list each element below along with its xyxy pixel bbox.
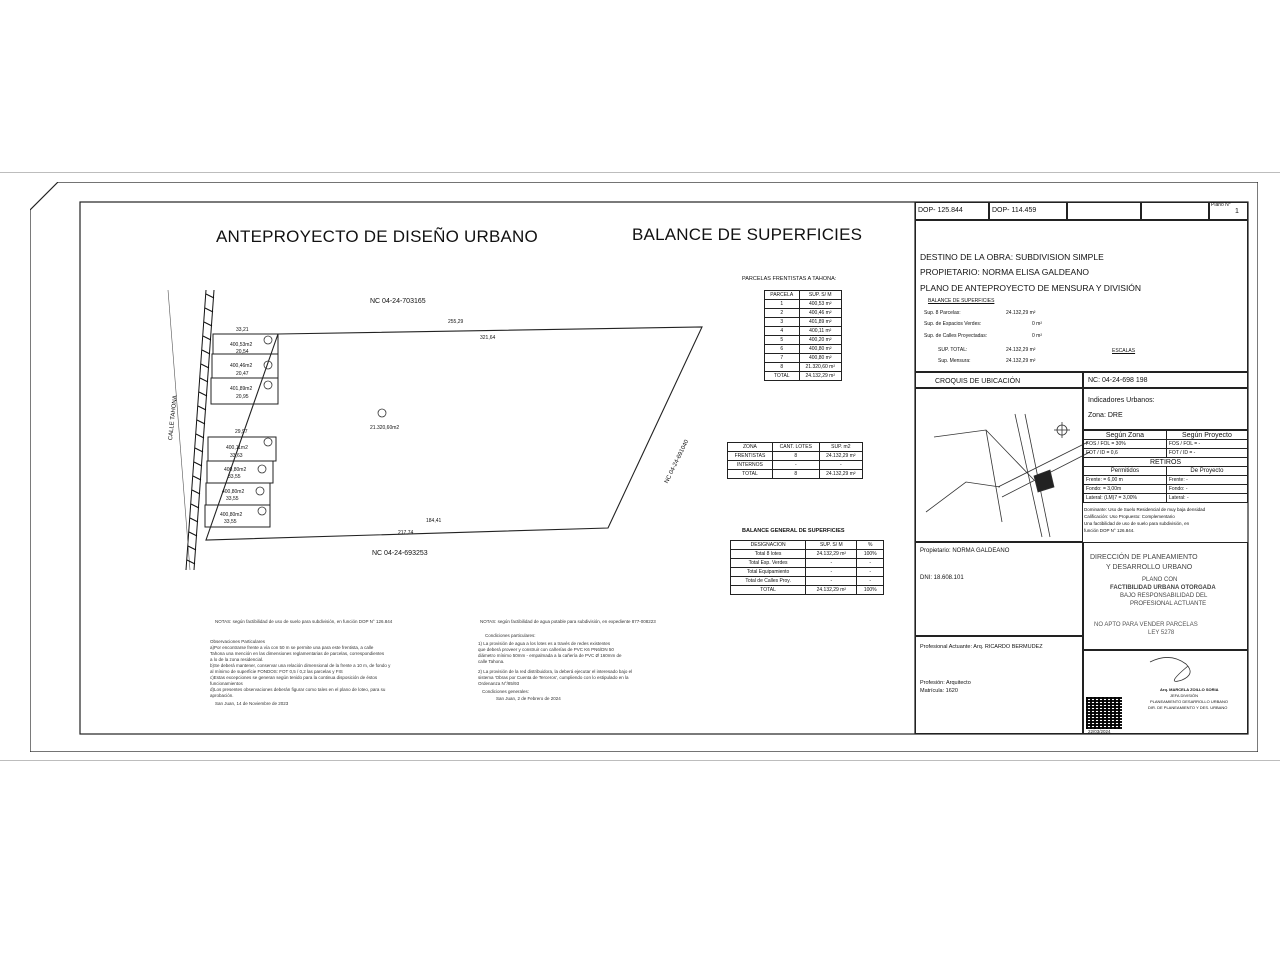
cell: -: [819, 461, 862, 470]
note-title: NOTAS: según factibilidad de uso de suelo para subdivisión, en función DOP N° 126.844: [215, 619, 393, 624]
cell: 401,89 m²: [799, 318, 842, 327]
cell: 24.132,29 m²: [819, 470, 862, 479]
main-title: ANTEPROYECTO DE DISEÑO URBANO: [216, 227, 538, 246]
cell: 6: [765, 345, 800, 354]
street-label: CALLE TAHONA: [168, 395, 179, 441]
bal-row-val: 0 m²: [1032, 321, 1042, 327]
parcelas-title: PARCELAS FRENTISTAS A TAHONA:: [742, 276, 837, 282]
note-line: d)Los presentes observaciones deberán figurar como tales en el plano de loteo, para su: [210, 687, 386, 692]
note-line: San Juan, 14 de Noviembre de 2023: [215, 701, 289, 706]
note-line: c)Estas excepciones se generan según tenido para la continua disposición de éstos: [210, 675, 378, 680]
note-line: Condiciones particulares:: [485, 633, 536, 638]
firma3: PLANEAMIENTO DESARROLLO URBANO: [1150, 699, 1228, 704]
cell: 100%: [857, 550, 884, 559]
fecha: 22/03/2024: [1088, 729, 1111, 734]
indicadores-table: [1083, 430, 1248, 503]
zona-desc: Dominante: Uso de Suelo Residencial de muy baja densidad: [1084, 507, 1206, 512]
lot-3-w: 20,95: [236, 394, 249, 400]
cell: Total Equipamiento: [731, 568, 806, 577]
note-line: Tahona una mención en las dimensiones reglamentarias de parcelas, correspondientes: [210, 651, 385, 656]
qr-code-icon: [1086, 697, 1122, 729]
col-header: Según Zona: [1084, 431, 1167, 440]
lot-7-w: 33,55: [224, 519, 237, 525]
cell: Total 8 lotes: [731, 550, 806, 559]
dim-l2: 29,97: [235, 429, 248, 435]
main-parcel-outline: [206, 327, 702, 540]
note-line: sistema 'Obras por Cuenta de Terceros', cumpliendo con lo estipulado en la: [478, 675, 629, 680]
ley: LEY 5278: [1148, 630, 1175, 636]
cell: 7: [765, 354, 800, 363]
balance-general-title: BALANCE GENERAL DE SUPERFICIES: [742, 528, 845, 534]
note-title: NOTAS: según factibilidad de agua potable para subdivisión, en expediente 877-008223: [480, 619, 656, 624]
col-header: Permitidos: [1084, 467, 1167, 476]
blank-cell-2: [1141, 202, 1209, 220]
note-line: 2) La provisión de la red distribuidora, la deberá ejecutar el interesado bajo el: [478, 669, 633, 674]
cell: FOS / FOL = -: [1166, 440, 1247, 449]
indicadores: Indicadores Urbanos:: [1088, 397, 1155, 404]
firma4: DIR. DE PLANEAMIENTO Y DES. URBANO: [1148, 705, 1228, 710]
lot-3-area: 401,89m2: [230, 386, 253, 392]
cell: Lateral: (LM)7 = 3,00%: [1084, 494, 1167, 503]
cell: 2: [765, 309, 800, 318]
propietario: PROPIETARIO: NORMA ELISA GALDEANO: [920, 267, 1089, 277]
nc: NC: 04-24-698 198: [1088, 377, 1148, 384]
cell: 400,20 m²: [799, 336, 842, 345]
street-right-label: NC 04-24-691040: [664, 439, 691, 485]
cell: INTERNOS: [728, 461, 773, 470]
cell: -: [857, 577, 884, 586]
cell: 400,11 m²: [799, 327, 842, 336]
note-line: Condiciones generales:: [482, 689, 530, 694]
lot-1-area: 400,53m2: [230, 342, 253, 348]
cell: -: [806, 568, 857, 577]
retiros-head: RETIROS: [1084, 458, 1248, 467]
propietario-box: [915, 542, 1083, 636]
cell: Lateral: -: [1166, 494, 1247, 503]
dop1: DOP- 125.844: [918, 207, 963, 214]
no-apto: NO APTO PARA VENDER PARCELAS: [1094, 622, 1198, 628]
note-line: a)Por encontrarse frente a vía con 50 m se permite una para este frentista, a calle: [210, 645, 374, 650]
dim-bottom1: 184,41: [426, 518, 442, 524]
nc-bottom-label: NC 04-24-693253: [372, 550, 428, 557]
cell: 8: [772, 470, 819, 479]
indicadores-box: [1083, 388, 1248, 430]
bal-row-val: 24.132,29 m²: [1006, 347, 1036, 353]
direccion1: DIRECCIÓN DE PLANEAMIENTO: [1090, 554, 1198, 561]
lot-1-w: 20,54: [236, 349, 249, 355]
profesion: Profesión: Arquitecto: [920, 680, 971, 686]
escalas: ESCALAS: [1112, 348, 1136, 354]
note-line: funcionamientos: [210, 681, 243, 686]
cell: -: [806, 577, 857, 586]
croquis-box: [915, 388, 1083, 542]
cell: FOT / ID = -: [1166, 449, 1247, 458]
nc-top-label: NC 04-24-703165: [370, 298, 426, 305]
profesional-act: PROFESIONAL ACTUANTE: [1130, 601, 1207, 607]
bal-row-val: 24.132,29 m²: [1006, 358, 1036, 364]
col-header: CANT. LOTES: [772, 443, 819, 452]
col-header: SUP. S/ M: [806, 541, 857, 550]
lot-4-w: 33,63: [230, 453, 243, 459]
bal-row-label: Sup. 8 Parcelas:: [924, 310, 961, 316]
plan-sheet: [30, 182, 1258, 752]
cell: Fondo: = 3,00m: [1084, 485, 1167, 494]
firma1: Arq. MARCELA ZOILLO SORIA: [1160, 687, 1219, 692]
croquis-title: CROQUIS DE UBICACIÓN: [935, 378, 1021, 385]
note-line: a lo de la zona residencial.: [210, 657, 264, 662]
page-bottom-rule: [0, 760, 1280, 761]
dim-top1: 255,29: [448, 319, 464, 325]
sheet-label: Plano N°: [1211, 202, 1231, 208]
dim-l1: 33,21: [236, 327, 249, 333]
col-header: %: [857, 541, 884, 550]
cell: 400,46 m²: [799, 309, 842, 318]
cell: -: [806, 559, 857, 568]
lot-6-w: 33,55: [226, 496, 239, 502]
col-header: SUP. S/ M: [799, 291, 842, 300]
cell: FRENTISTAS: [728, 452, 773, 461]
note-line: que deberá proveer y construir con cañerías de PVC K6 PN6/DN 50: [478, 647, 614, 652]
note-line: b)Se deberá mantener, conservar una relación dimensional de la frente a 10 m, de fondo y: [210, 663, 391, 668]
lot-4-area: 400,11m2: [226, 445, 248, 451]
cell: 5: [765, 336, 800, 345]
bal-row-val: 24.132,29 m²: [1006, 310, 1036, 316]
propietario2: Propietario: NORMA GALDEANO: [920, 548, 1010, 554]
cell: -: [772, 461, 819, 470]
lot-7-area: 400,80m2: [220, 512, 243, 518]
zona: Zona: DRE: [1088, 412, 1123, 419]
note-line: aprobación.: [210, 693, 234, 698]
lot-markers: [256, 336, 386, 515]
cell: 400,80 m²: [799, 345, 842, 354]
bal-row-val: 0 m²: [1032, 333, 1042, 339]
lot-5-w: 33,55: [228, 474, 241, 480]
cell: Frente: = 6,00 m: [1084, 476, 1167, 485]
cell: -: [857, 568, 884, 577]
cell: 3: [765, 318, 800, 327]
factibilidad: FACTIBILIDAD URBANA OTORGADA: [1110, 585, 1216, 591]
cell: 24.132,29 m²: [806, 586, 857, 595]
street-hatch: [187, 294, 214, 564]
cell: 8: [765, 363, 800, 372]
cell: TOTAL: [731, 586, 806, 595]
big-parcel-area: 21.320,60m2: [370, 425, 400, 431]
dim-bottom2: 217,74: [398, 530, 414, 536]
col-header: ZONA: [728, 443, 773, 452]
cell: 24.132,29 m²: [799, 372, 842, 381]
zona-table: [727, 442, 863, 479]
cell: 400,53 m²: [799, 300, 842, 309]
lot-2-area: 400,46m2: [230, 363, 253, 369]
plano-con: PLANO CON: [1142, 577, 1178, 583]
note-line: Ordenanza N°/85/93: [478, 681, 520, 686]
destino: DESTINO DE LA OBRA: SUBDIVISION SIMPLE: [920, 252, 1104, 262]
dni: DNI: 18.608.101: [920, 575, 964, 581]
bal-row-label: Sup. de Calles Proyectadas:: [924, 333, 988, 339]
balance-title: BALANCE DE SUPERFICIES: [632, 225, 863, 244]
cell: TOTAL: [728, 470, 773, 479]
cell: FOS / FOL = 30%: [1084, 440, 1167, 449]
balance-head: BALANCE DE SUPERFICIES: [928, 298, 995, 304]
cell: 4: [765, 327, 800, 336]
zona-desc4: función DOP N° 126.844.: [1084, 528, 1135, 533]
zona-desc2: Calificación: Uso Propuesto: Complementario: [1084, 514, 1175, 519]
col-header: Según Proyecto: [1166, 431, 1247, 440]
lot-6-area: 400,80m2: [222, 489, 245, 495]
cell: Frente: -: [1166, 476, 1247, 485]
bal-row-label: SUP. TOTAL:: [938, 347, 968, 353]
lot-2-w: 20,47: [236, 371, 249, 377]
cell: 21.320,60 m²: [799, 363, 842, 372]
cell: TOTAL: [765, 372, 800, 381]
cell: 100%: [857, 586, 884, 595]
col-header: DESIGNACION: [731, 541, 806, 550]
lot-5-area: 400,80m2: [224, 467, 247, 473]
page-top-rule: [0, 172, 1280, 173]
cell: FOT / ID = 0,6: [1084, 449, 1167, 458]
cell: 1: [765, 300, 800, 309]
cell: -: [857, 559, 884, 568]
note-line: San Juan, 2 de Febrero de 2024: [496, 696, 561, 701]
cell: Total de Calles Proy.: [731, 577, 806, 586]
note-line: Observaciones Particulares: [210, 639, 266, 644]
note-line: calle Tahona.: [478, 659, 505, 664]
direccion2: Y DESARROLLO URBANO: [1106, 564, 1193, 571]
note-line: diámetro mínimo 50mm - empalmada a la cañería de PVC Ø 160mm de: [478, 653, 622, 658]
cell: Total Esp. Verdes: [731, 559, 806, 568]
sheet-num: 1: [1235, 208, 1239, 215]
note-line: 1) La provisión de agua a los lotes es a través de redes existentes: [478, 641, 611, 646]
blank-cell: [1067, 202, 1141, 220]
bal-row-label: Sup. de Espacios Verdes:: [924, 321, 982, 327]
bajo: BAJO RESPONSABILIDAD DEL: [1120, 593, 1208, 599]
plano-title: PLANO DE ANTEPROYECTO DE MENSURA Y DIVISIÓN: [920, 283, 1142, 293]
col-header: De Proyecto: [1166, 467, 1247, 476]
matricula: Matrícula: 1620: [920, 688, 958, 694]
bal-row-label: Sup. Mensura:: [938, 358, 971, 364]
dop2: DOP- 114.459: [992, 207, 1037, 214]
balance-general-table: [730, 540, 884, 595]
col-header: SUP. m2: [819, 443, 862, 452]
cell: Fondo: -: [1166, 485, 1247, 494]
cell: 400,80 m²: [799, 354, 842, 363]
dim-top2: 321,64: [480, 335, 496, 341]
cell: 24.132,29 m²: [819, 452, 862, 461]
firma2: JEFA DIVISIÓN: [1170, 693, 1199, 698]
profesional: Profesional Actuante: Arq. RICARDO BERMUDEZ: [920, 644, 1043, 650]
cell: 8: [772, 452, 819, 461]
parcelas-table: [764, 290, 842, 381]
zona-desc3: Una factibilidad de uso de suelo para subdivisión, en: [1084, 521, 1190, 526]
cell: 24.132,29 m²: [806, 550, 857, 559]
note-line: al mínimo de superficie FONDOS: FOT 0,5 / 0,2 las parcelas y FIS: [210, 669, 343, 674]
col-header: PARCELA: [765, 291, 800, 300]
